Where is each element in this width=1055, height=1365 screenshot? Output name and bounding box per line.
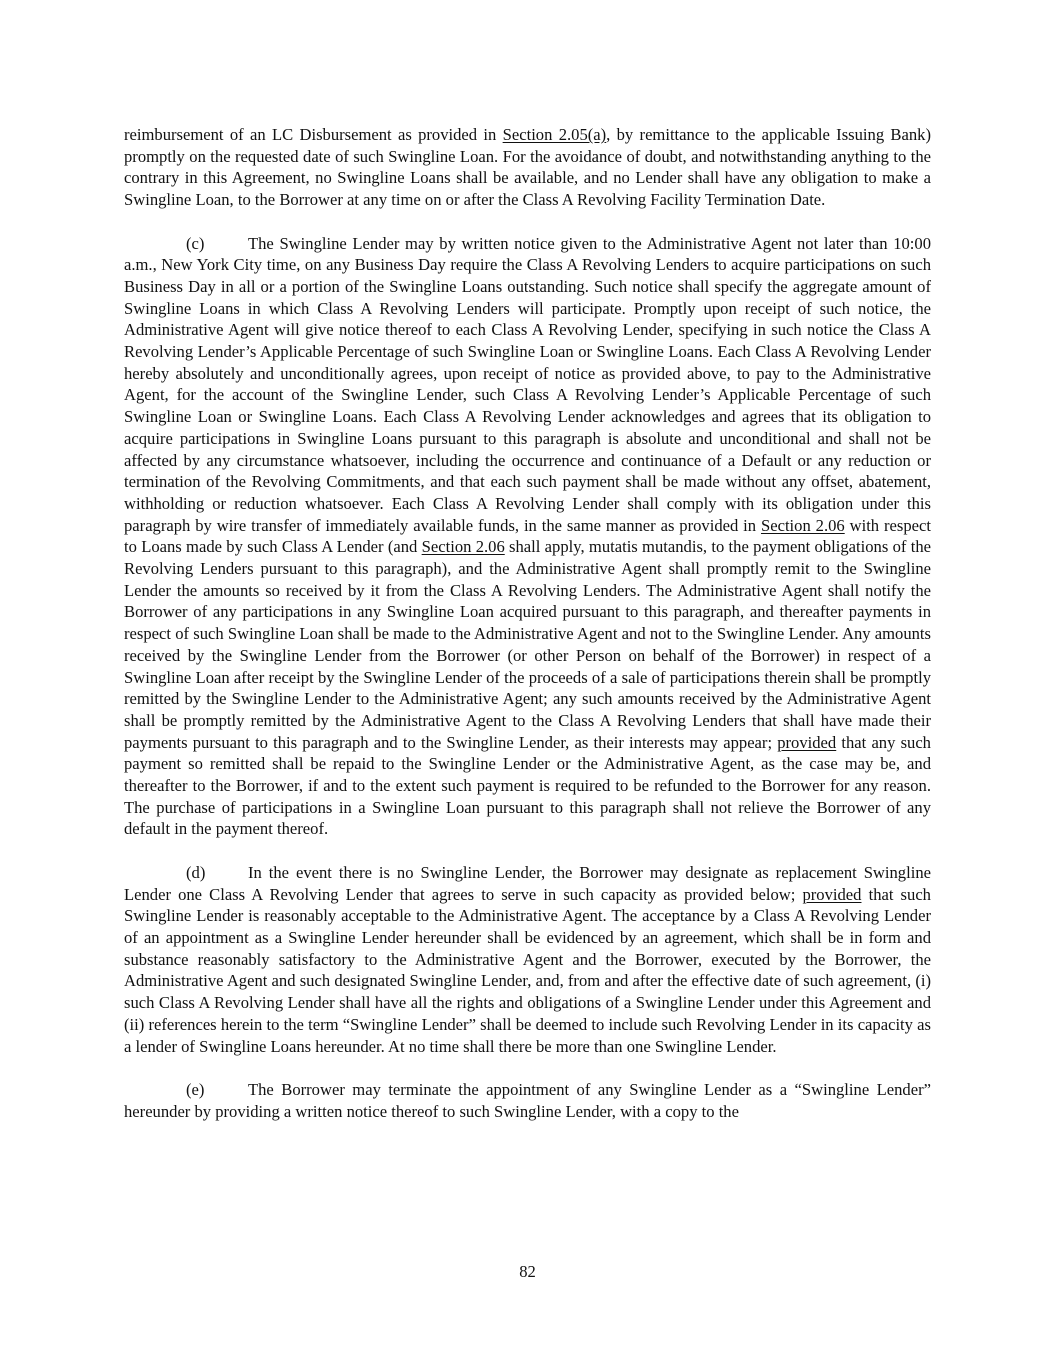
document-body xyxy=(124,124,931,1122)
text-run: In the event there is no Swingline Lender, the Borrower may designate as replacement Swingline Lender one Class A Revolving Lender that agrees to serve in such capacity as provided below; xyxy=(124,862,931,904)
text-run: shall apply, mutatis mutandis, to the payment obligations of the Revolving Lenders pursuant to this paragraph), and the Administrative Agent shall promptly remit to the Swingline Lender the amounts so received by it from the Class A Revolving Lenders. The Administrative Agent shall notify the Borrower of any participations in any Swingline Loan acquired pursuant to this paragraph, and thereafter payments in respect of such Swingline Loan shall be made to the Administrative Agent and not to the Swingline Lender. Any amounts received by the Swingline Lender from the Borrower (or other Person on behalf of the Borrower) in respect of a Swingline Loan after receipt by the Swingline Lender of the proceeds of a sale of participations therein shall be promptly remitted by the Swingline Lender to the Administrative Agent; any such amounts received by the Administrative Agent shall be promptly remitted by the Administrative Agent to the Class A Revolving Lenders that shall have made their payments pursuant to this paragraph and to the Swingline Lender, as their interests may appear; xyxy=(124,537,931,752)
paragraph-label: (d) xyxy=(186,862,206,882)
text-run: that any such payment so remitted shall be repaid to the Swingline Lender or the Administrative Agent, as the case may be, and thereafter to the Borrower, if and to the extent such payment is required to be refunded to the Borrower for any reason. The purchase of participations in a Swingline Loan pursuant to this paragraph shall not relieve the Borrower of any default in the payment thereof. xyxy=(124,732,931,839)
paragraph-label: (e) xyxy=(186,1079,205,1099)
text-run: with respect to Loans made by such Class A Lender (and xyxy=(124,515,931,557)
section-reference: Section 2.05(a) xyxy=(502,125,607,144)
page-number: 82 xyxy=(519,1262,536,1281)
defined-term: provided xyxy=(777,732,837,752)
paragraph-e xyxy=(124,1079,931,1122)
text-run: reimbursement of an LC Disbursement as provided in xyxy=(124,125,503,144)
section-reference: Section 2.06 xyxy=(421,537,505,557)
text-run: that such Swingline Lender is reasonably acceptable to the Administrative Agent. The acceptance by a Class A Revolving Lender of an appointment as a Swingline Lender hereunder shall be evidenced by an agreement, which shall be in form and substance reasonably satisfactory to the Administrative Agent and the Borrower, executed by the Borrower, the Administrative Agent and such designated Swingline Lender, and, from and after the effective date of such agreement, (i) such Class A Revolving Lender shall have all the rights and obligations of a Swingline Lender under this Agreement and (ii) references herein to the term “Swingline Lender” shall be deemed to include such Revolving Lender in its capacity as a lender of Swingline Loans hereunder. At no time shall there be more than one Swingline Lender. xyxy=(124,884,931,1056)
defined-term: provided xyxy=(802,884,862,904)
paragraph-d xyxy=(124,862,931,1057)
text-run: The Borrower may terminate the appointment of any Swingline Lender as a “Swingline Lender” hereunder by providing a written notice thereof to such Swingline Lender, with a copy to the xyxy=(124,1079,931,1121)
text-run: , by remittance to the applicable Issuing Bank) promptly on the requested date of such Swingline Loan. For the avoidance of doubt, and notwithstanding anything to the contrary in this Agreement, no Swingline Loans shall be available, and no Lender shall have any obligation to make a Swingline Loan, to the Borrower at any time on or after the Class A Revolving Facility Termination Date. xyxy=(124,125,931,210)
text-run: The Swingline Lender may by written notice given to the Administrative Agent not later than 10:00 a.m., New York City time, on any Business Day require the Class A Revolving Lenders to acquire participations on such Business Day in all or a portion of the Swingline Loans outstanding. Such notice shall specify the aggregate amount of Swingline Loans in which Class A Revolving Lenders will participate. Promptly upon receipt of such notice, the Administrative Agent will give notice thereof to each Class A Revolving Lender, specifying in such notice the Class A Revolving Lender’s Applicable Percentage of such Swingline Loan or Swingline Loans. Each Class A Revolving Lender hereby absolutely and unconditionally agrees, upon receipt of notice as provided above, to pay to the Administrative Agent, for the account of the Swingline Lender, such Class A Revolving Lender’s Applicable Percentage of such Swingline Loan or Swingline Loans. Each Class A Revolving Lender acknowledges and agrees that its obligation to acquire participations in Swingline Loans pursuant to this paragraph is absolute and unconditional and shall not be affected by any circumstance whatsoever, including the occurrence and continuance of a Default or any reduction or termination of the Revolving Commitments, and that each such payment shall be made without any offset, abatement, withholding or reduction whatsoever. Each Class A Revolving Lender shall comply with its obligation under this paragraph by wire transfer of immediately available funds, in the same manner as provided in xyxy=(124,233,931,535)
paragraph-label: (c) xyxy=(186,233,205,253)
paragraph-continuation xyxy=(124,124,931,211)
section-reference: Section 2.06 xyxy=(760,515,845,535)
paragraph-c xyxy=(124,233,931,841)
